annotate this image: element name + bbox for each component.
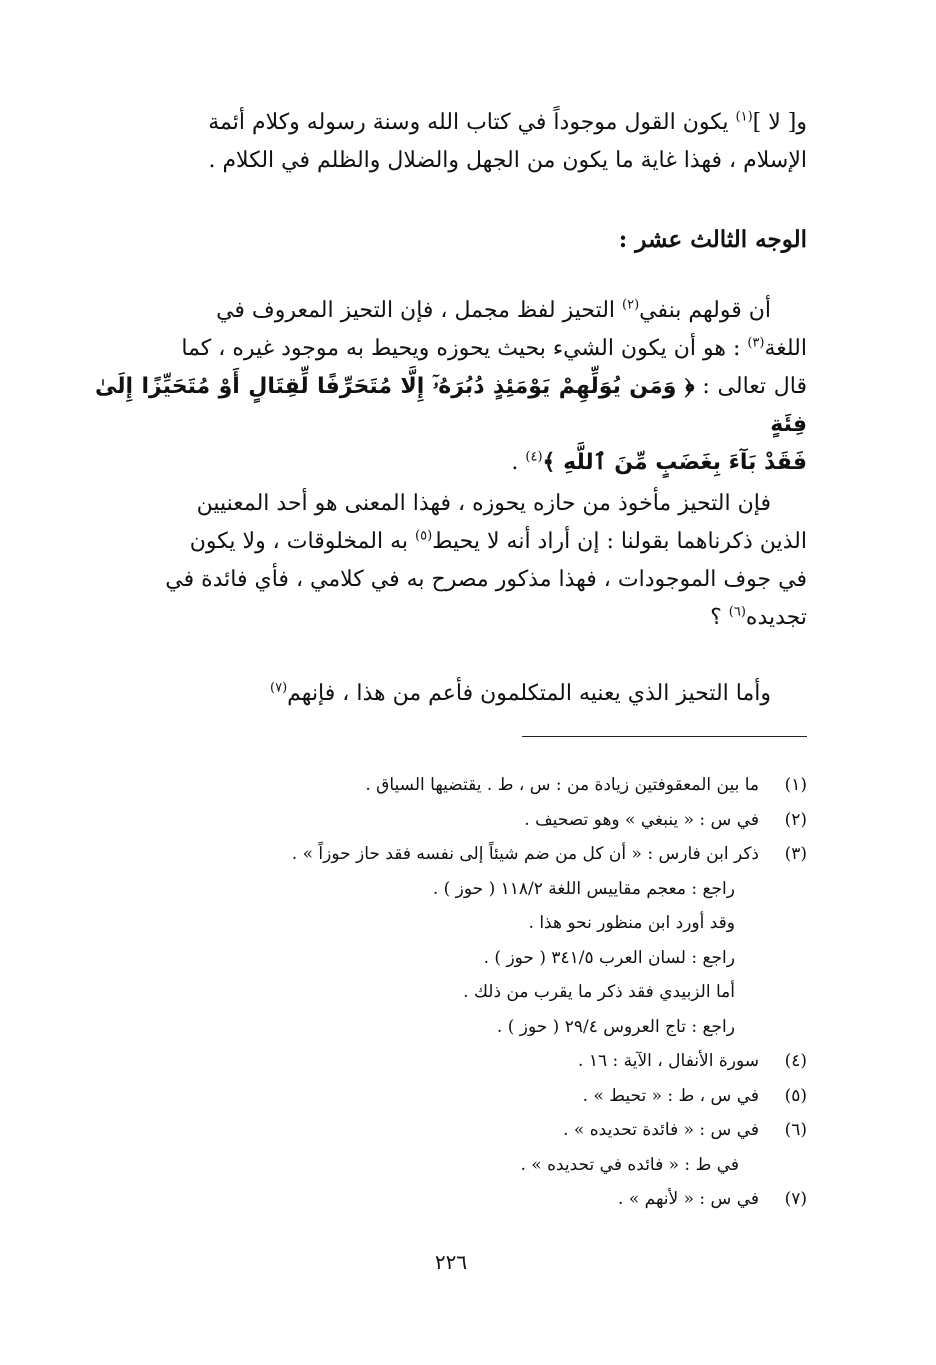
footnote-2 (95, 803, 807, 838)
footnote-ref-4[interactable]: (٤) (525, 449, 543, 465)
footnote-6-sub: في ط : « فائده في تحديده » . (520, 1154, 739, 1175)
footnote-ref-5[interactable]: (٥) (415, 528, 433, 544)
footnote-3-sub-2: وقد أورد ابن منظور نحو هذا . (528, 913, 735, 933)
text-run: تجديده (745, 605, 807, 630)
footnote-ref-3[interactable]: (٣) (747, 335, 765, 351)
paragraph-1-line-1 (95, 104, 807, 142)
text-run: وأما التحيز الذي يعنيه المتكلمون فأعم من هذا ، فإنهم (287, 681, 771, 706)
footnote-text: في س : « فائدة تحديده » . (563, 1120, 759, 1140)
footnote-text: ذكر ابن فارس : « أن كل من ضم شيئاً إلى نفسه فقد حاز حوزاً » . (291, 844, 759, 864)
paragraph-2-line-3 (95, 368, 807, 444)
text-run: و[ لا ] (752, 110, 807, 135)
paragraph-4 (95, 675, 807, 713)
text-run: يكون القول موجوداً في كتاب الله وسنة رسوله وكلام أئمة (208, 110, 736, 135)
paragraph-2-line-4 (95, 444, 807, 482)
footnote-number: (٤) (784, 1051, 807, 1071)
quran-verse: ﴿ وَمَن يُوَلِّهِمْ يَوْمَئِذٍ دُبُرَهُۥٓ إِلَّا مُتَحَرِّفًا لِّقِتَالٍ أَوْ مُتَحَيِّزًا إِلَىٰ فِئَةٍ (95, 374, 807, 437)
quran-verse: فَقَدْ بَآءَ بِغَضَبٍ مِّنَ ٱللَّهِ ﴾ (542, 450, 807, 475)
text-run: . (511, 450, 526, 475)
text-run: قال تعالى : (694, 374, 807, 399)
footnote-number: (٦) (784, 1120, 807, 1140)
footnote-3-sub-5: راجع : تاج العروس ٢٩/٤ ( حوز ) . (496, 1016, 735, 1037)
footnote-number: (١) (784, 775, 807, 795)
paragraph-1 (95, 104, 807, 180)
footnote-3-sub-3: راجع : لسان العرب ٣٤١/٥ ( حوز ) . (483, 947, 735, 968)
text-run: اللغة (764, 336, 807, 361)
footnote-text: في س : « ينبغي » وهو تصحيف . (524, 809, 759, 830)
section-heading: الوجه الثالث عشر : (618, 226, 807, 253)
footnote-number: (٣) (784, 844, 807, 864)
footnote-6 (95, 1113, 807, 1148)
text-run: به المخلوقات ، ولا يكون (189, 529, 415, 554)
footnote-3-sub-1: راجع : معجم مقاييس اللغة ١١٨/٢ ( حوز ) . (432, 878, 735, 899)
page-number: ٢٢٦ (434, 1250, 468, 1274)
footnote-1 (95, 768, 807, 803)
footnote-number: (٧) (784, 1189, 807, 1209)
footnote-ref-6[interactable]: (٦) (728, 604, 746, 620)
paragraph-2-line-2 (95, 330, 807, 368)
footnote-3 (95, 837, 807, 872)
text-run: التحيز لفظ مجمل ، فإن التحيز المعروف في (216, 298, 622, 323)
footnote-ref-7[interactable]: (٧) (270, 680, 288, 696)
footnote-divider (522, 736, 807, 737)
footnote-7 (95, 1182, 807, 1217)
paragraph-3 (95, 485, 807, 637)
footnote-text: في س ، ط : « تحيط » . (582, 1085, 759, 1106)
footnote-text: ما بين المعقوفتين زيادة من : س ، ط . يقتضيها السياق . (365, 775, 759, 795)
paragraph-2 (95, 292, 807, 482)
footnote-text: في س : « لأنهم » . (618, 1189, 759, 1209)
footnote-text: سورة الأنفال ، الآية : ١٦ . (578, 1051, 759, 1071)
text-run: أن قولهم بنفي (639, 298, 771, 323)
footnote-5 (95, 1079, 807, 1114)
footnote-number: (٥) (784, 1085, 807, 1106)
paragraph-3-line-3: في جوف الموجودات ، فهذا مذكور مصرح به في كلامي ، فأي فائدة في (165, 567, 807, 592)
paragraph-2-line-1 (95, 292, 807, 330)
footnote-ref-1[interactable]: (١) (735, 109, 753, 125)
paragraph-3-line-1: فإن التحيز مأخوذ من حازه يحوزه ، فهذا المعنى هو أحد المعنيين (196, 491, 771, 516)
paragraph-3-line-2 (95, 523, 807, 561)
footnotes (95, 768, 807, 1217)
text-run: : هو أن يكون الشيء بحيث يحوزه ويحيط به موجود غيره ، كما (181, 336, 748, 361)
paragraph-4-line-1 (95, 675, 807, 713)
paragraph-3-line-4 (95, 599, 807, 637)
footnote-number: (٢) (784, 809, 807, 830)
text-run: الذين ذكرناهما بقولنا : إن أراد أنه لا يحيط (432, 529, 807, 554)
footnote-4 (95, 1044, 807, 1079)
paragraph-1-line-2: الإسلام ، فهذا غاية ما يكون من الجهل والضلال والظلم في الكلام . (208, 148, 807, 173)
book-page (95, 100, 807, 1350)
footnote-ref-2[interactable]: (٢) (622, 297, 640, 313)
footnote-3-sub-4: أما الزبيدي فقد ذكر ما يقرب من ذلك . (463, 982, 735, 1002)
text-run: ؟ (710, 605, 729, 630)
